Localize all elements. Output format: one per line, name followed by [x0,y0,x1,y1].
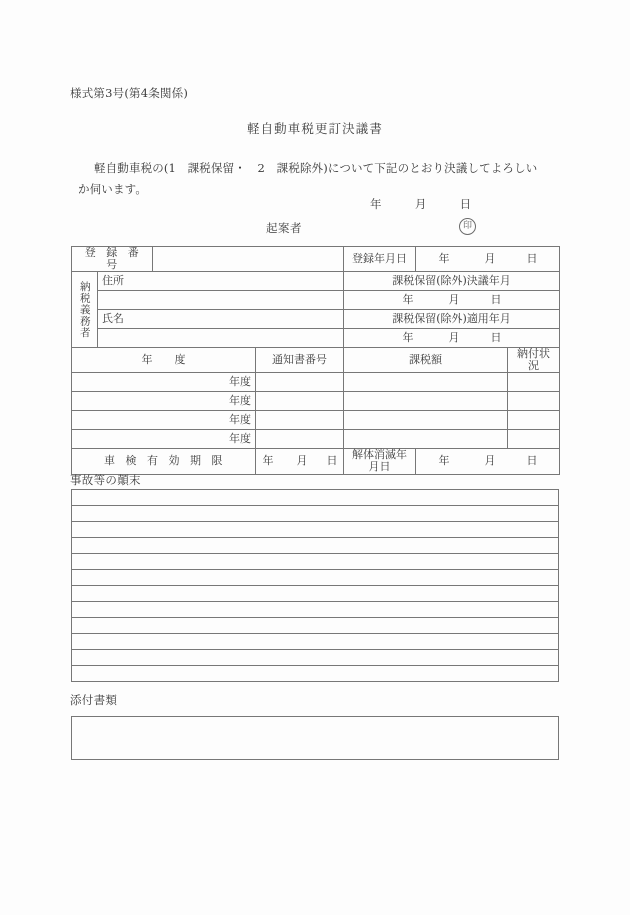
tax-amount-cell[interactable] [344,392,508,411]
list-item[interactable] [72,666,559,682]
accident-line[interactable] [72,570,559,586]
drafter-label: 起案者 [266,221,302,235]
payment-status-cell[interactable] [508,392,560,411]
list-item[interactable] [72,650,559,666]
accident-section-label: 事故等の顛末 [70,473,141,487]
table-row [72,430,560,449]
deferral-apply-day: 日 [490,331,502,345]
table-row-address [72,272,560,291]
table-row-inspection [72,449,560,474]
column-header-fiscal-year: 年 度 [72,348,256,373]
table-row-registration [72,247,560,272]
registration-number-label: 登 録 番 号 [72,247,153,272]
attachment-box[interactable] [71,716,559,760]
registration-date-value[interactable] [416,247,560,272]
tax-amount-cell[interactable] [344,373,508,392]
payment-status-cell[interactable] [508,373,560,392]
tax-amount-cell[interactable] [344,430,508,449]
accident-line[interactable] [72,490,559,506]
accident-line[interactable] [72,602,559,618]
name-value[interactable] [98,329,344,348]
notice-number-cell[interactable] [256,373,344,392]
deferral-apply-year: 年 [402,331,414,345]
scrap-month: 月 [484,454,496,468]
accident-line[interactable] [72,634,559,650]
registration-date-year: 年 [438,252,450,266]
date-day-label: 日 [459,197,472,211]
main-data-table [71,246,560,475]
accident-line[interactable] [72,666,559,682]
intro-line-1: 軽自動車税の(1 課税保留・ 2 課税除外)について下記のとおり決議してよろしい [94,161,538,175]
notice-number-cell[interactable] [256,411,344,430]
list-item[interactable] [72,506,559,522]
address-label: 住所 [98,272,344,291]
accident-line[interactable] [72,506,559,522]
list-item[interactable] [72,602,559,618]
deferral-decision-label: 課税保留(除外)決議年月 [344,272,560,291]
accident-lined-box [71,489,559,682]
deferral-apply-month: 月 [448,331,460,345]
table-row [72,411,560,430]
intro-paragraph [78,158,558,200]
date-month-label: 月 [414,197,427,211]
name-label: 氏名 [98,310,344,329]
fiscal-year-cell[interactable]: 年度 [72,373,256,392]
form-number: 様式第3号(第4条関係) [70,86,189,100]
attachment-section-label: 添付書類 [70,693,118,707]
drafter-row [266,220,496,236]
deferral-decision-month: 月 [448,293,460,307]
list-item[interactable] [72,538,559,554]
deferral-apply-date[interactable] [344,329,560,348]
fiscal-year-cell[interactable]: 年度 [72,392,256,411]
fiscal-year-cell[interactable]: 年度 [72,411,256,430]
tax-amount-cell[interactable] [344,411,508,430]
notice-number-cell[interactable] [256,430,344,449]
address-value[interactable] [98,291,344,310]
scrap-date-label: 解体消滅年月日 [344,449,416,474]
registration-number-value[interactable] [153,247,344,272]
column-header-notice-number: 通知書番号 [256,348,344,373]
inspection-expiry-value[interactable] [256,449,344,474]
column-header-payment-status: 納付状況 [508,348,560,373]
table-row-name-value [72,329,560,348]
taxpayer-vertical-label: 納税義務者 [72,272,98,348]
scrap-date-value[interactable] [416,449,560,474]
page-title: 軽自動車税更訂決議書 [246,121,383,136]
list-item[interactable] [72,554,559,570]
intro-line-2: か伺います。 [78,182,147,196]
accident-line[interactable] [72,522,559,538]
accident-line[interactable] [72,586,559,602]
seal-icon: 印 [459,218,476,235]
inspection-expiry-label: 車 検 有 効 期 限 [72,449,256,474]
table-row-address-value [72,291,560,310]
decision-date-line [370,196,471,212]
registration-date-day: 日 [526,252,538,266]
payment-status-cell[interactable] [508,411,560,430]
list-item[interactable] [72,570,559,586]
fiscal-year-cell[interactable]: 年度 [72,430,256,449]
date-year-label: 年 [370,197,382,211]
list-item[interactable] [72,522,559,538]
list-item[interactable] [72,490,559,506]
list-item[interactable] [72,634,559,650]
list-item[interactable] [72,586,559,602]
notice-number-cell[interactable] [256,392,344,411]
deferral-decision-day: 日 [490,293,502,307]
column-header-tax-amount: 課税額 [344,348,508,373]
inspection-year: 年 [262,454,274,468]
accident-line[interactable] [72,538,559,554]
inspection-month: 月 [296,454,308,468]
scrap-year: 年 [438,454,450,468]
payment-status-cell[interactable] [508,430,560,449]
deferral-decision-year: 年 [402,293,414,307]
scrap-day: 日 [526,454,538,468]
accident-line[interactable] [72,554,559,570]
inspection-day: 日 [326,454,338,468]
table-row [72,373,560,392]
accident-line[interactable] [72,650,559,666]
registration-date-month: 月 [484,252,496,266]
table-row-name [72,310,560,329]
table-row [72,392,560,411]
list-item[interactable] [72,618,559,634]
accident-line[interactable] [72,618,559,634]
deferral-apply-label: 課税保留(除外)適用年月 [344,310,560,329]
table-header-row [72,348,560,373]
deferral-decision-date[interactable] [344,291,560,310]
registration-date-label: 登録年月日 [344,247,416,272]
